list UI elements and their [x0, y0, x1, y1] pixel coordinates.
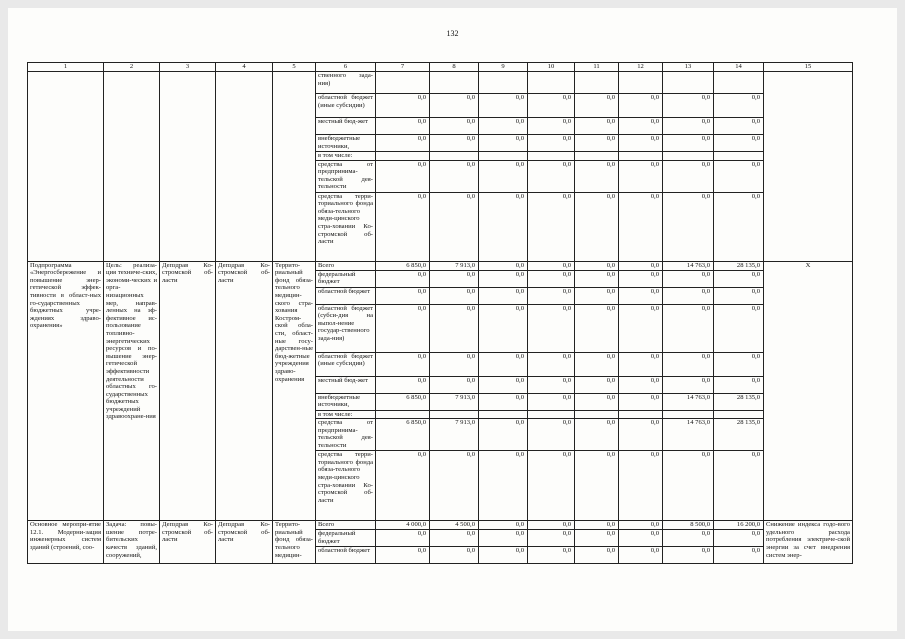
- header-cell-1: 1: [28, 63, 104, 72]
- value-col-7: 0,0: [376, 94, 430, 118]
- value-col-12: [619, 72, 663, 94]
- table-row: [28, 521, 853, 530]
- value-col-14: 0,0: [714, 270, 764, 287]
- value-col-14: 0,0: [714, 135, 764, 152]
- value-col-11: 0,0: [575, 304, 619, 352]
- value-col-12: 0,0: [619, 94, 663, 118]
- empty-col-2: [104, 72, 160, 262]
- header-cell-13: 13: [663, 63, 714, 72]
- value-col-8: 0,0: [430, 376, 479, 393]
- value-col-11: 0,0: [575, 451, 619, 521]
- value-col-11: 0,0: [575, 192, 619, 261]
- co-executor: Депздрав Ко-стромской об-ласти: [216, 521, 273, 564]
- value-col-10: 0,0: [528, 547, 575, 564]
- value-col-7: 0,0: [376, 270, 430, 287]
- program-goal: Цель: реализа-ция техниче-ских, экономи-ческих и орга-низационных мер, направ-ленных на эф-фективное ис-пользование топливно-энергетических ресурсов и по-вышение энер-гетической эффективности деятельности областных го-сударственных бюджетных учреждений здравоохране-ния: [104, 261, 160, 521]
- value-col-7: 0,0: [376, 160, 430, 192]
- header-cell-7: 7: [376, 63, 430, 72]
- source-label: областной бюджет: [316, 547, 376, 564]
- value-col-14: 0,0: [714, 547, 764, 564]
- value-col-10: 0,0: [528, 451, 575, 521]
- value-col-11: 0,0: [575, 419, 619, 451]
- result-indicator: Снижение индекса годо-вого удельного расхода потребления электриче-ской энергии за счет внедрения систем энер-: [764, 521, 853, 564]
- value-col-13: 14 763,0: [663, 261, 714, 270]
- value-col-8: 0,0: [430, 192, 479, 261]
- value-col-13: 0,0: [663, 135, 714, 152]
- value-col-10: 0,0: [528, 376, 575, 393]
- value-col-9: [479, 152, 528, 161]
- value-col-14: 0,0: [714, 352, 764, 376]
- program-name: Подпрограмма «Энергосбережение и повышение энер-гетической эффек-тивности в област-ных го-сударственных бюджетных учре-ждениях здраво-охранения»: [28, 261, 104, 521]
- header-row: [28, 63, 853, 72]
- value-col-7: [376, 410, 430, 419]
- value-col-12: 0,0: [619, 304, 663, 352]
- value-col-12: 0,0: [619, 393, 663, 410]
- empty-col-5: [273, 72, 316, 262]
- value-col-14: 28 135,0: [714, 261, 764, 270]
- header-cell-12: 12: [619, 63, 663, 72]
- source-label: средства терри-ториального фонда обяза-тельного меди-цинского стра-ховании Ко-стромской об-ласти: [316, 451, 376, 521]
- value-col-14: 0,0: [714, 530, 764, 547]
- value-col-9: 0,0: [479, 304, 528, 352]
- value-col-14: 28 135,0: [714, 393, 764, 410]
- header-cell-8: 8: [430, 63, 479, 72]
- value-col-13: 0,0: [663, 451, 714, 521]
- value-col-12: 0,0: [619, 451, 663, 521]
- value-col-11: [575, 152, 619, 161]
- value-col-9: 0,0: [479, 352, 528, 376]
- value-col-12: 0,0: [619, 376, 663, 393]
- source-label: Всего: [316, 521, 376, 530]
- value-col-11: 0,0: [575, 352, 619, 376]
- header-cell-4: 4: [216, 63, 273, 72]
- value-col-7: 4 000,0: [376, 521, 430, 530]
- header-cell-10: 10: [528, 63, 575, 72]
- value-col-10: 0,0: [528, 393, 575, 410]
- participants: Террито-риальный фонд обяза-тельного медицин-: [273, 521, 316, 564]
- value-col-13: [663, 410, 714, 419]
- header-cell-5: 5: [273, 63, 316, 72]
- value-col-11: 0,0: [575, 135, 619, 152]
- value-col-10: [528, 410, 575, 419]
- value-col-12: 0,0: [619, 521, 663, 530]
- value-col-14: 0,0: [714, 304, 764, 352]
- value-col-13: 0,0: [663, 118, 714, 135]
- source-label: областной бюджет: [316, 287, 376, 304]
- value-col-10: 0,0: [528, 352, 575, 376]
- value-col-11: 0,0: [575, 94, 619, 118]
- value-col-10: 0,0: [528, 261, 575, 270]
- value-col-13: 14 763,0: [663, 393, 714, 410]
- value-col-8: 7 913,0: [430, 393, 479, 410]
- value-col-10: 0,0: [528, 419, 575, 451]
- value-col-8: 0,0: [430, 287, 479, 304]
- value-col-10: 0,0: [528, 118, 575, 135]
- value-col-9: [479, 410, 528, 419]
- value-col-10: 0,0: [528, 530, 575, 547]
- value-col-10: 0,0: [528, 94, 575, 118]
- value-col-7: 0,0: [376, 352, 430, 376]
- value-col-10: 0,0: [528, 160, 575, 192]
- value-col-10: 0,0: [528, 287, 575, 304]
- source-label: средства терри-ториального фонда обяза-тельного меди-цинского стра-ховании Ко-стромской об-ласти: [316, 192, 376, 261]
- empty-col-3: [160, 72, 216, 262]
- value-col-14: 0,0: [714, 451, 764, 521]
- value-col-13: 0,0: [663, 270, 714, 287]
- value-col-7: 6 850,0: [376, 261, 430, 270]
- value-col-12: 0,0: [619, 287, 663, 304]
- value-col-12: 0,0: [619, 547, 663, 564]
- source-label: федеральный бюджет: [316, 530, 376, 547]
- value-col-12: 0,0: [619, 530, 663, 547]
- value-col-7: 0,0: [376, 451, 430, 521]
- value-col-7: 0,0: [376, 530, 430, 547]
- value-col-11: 0,0: [575, 521, 619, 530]
- value-col-10: 0,0: [528, 304, 575, 352]
- value-col-8: 4 500,0: [430, 521, 479, 530]
- value-col-8: 0,0: [430, 135, 479, 152]
- value-col-9: 0,0: [479, 135, 528, 152]
- value-col-7: 0,0: [376, 287, 430, 304]
- value-col-9: 0,0: [479, 261, 528, 270]
- value-col-13: 0,0: [663, 287, 714, 304]
- header-cell-6: 6: [316, 63, 376, 72]
- value-col-13: 8 500,0: [663, 521, 714, 530]
- value-col-14: 0,0: [714, 376, 764, 393]
- header-cell-11: 11: [575, 63, 619, 72]
- value-col-7: 0,0: [376, 135, 430, 152]
- value-col-7: [376, 72, 430, 94]
- value-col-12: 0,0: [619, 192, 663, 261]
- value-col-13: [663, 72, 714, 94]
- value-col-13: [663, 152, 714, 161]
- value-col-8: 0,0: [430, 547, 479, 564]
- value-col-13: 0,0: [663, 192, 714, 261]
- value-col-9: 0,0: [479, 94, 528, 118]
- participants: Террито-риальный фонд обяза-тельного медицин-ского стра-хования Костром-ской обла-сти, област-ные госу-дарствен-ные бюд-жетные учреждения здраво-охранения: [273, 261, 316, 521]
- value-col-7: [376, 152, 430, 161]
- co-executor: Депздрав Ко-стромской об-ласти: [216, 261, 273, 521]
- source-label: местный бюд-жет: [316, 376, 376, 393]
- source-label: местный бюд-жет: [316, 118, 376, 135]
- empty-col-1: [28, 72, 104, 262]
- budget-table: [27, 62, 853, 564]
- value-col-7: 0,0: [376, 192, 430, 261]
- value-col-9: 0,0: [479, 118, 528, 135]
- value-col-10: [528, 72, 575, 94]
- source-label: федеральный бюджет: [316, 270, 376, 287]
- empty-col-4: [216, 72, 273, 262]
- source-label: внебюджетные источники,: [316, 393, 376, 410]
- responsible-executor: Депздрав Ко-стромской об-ласти: [160, 521, 216, 564]
- header-cell-2: 2: [104, 63, 160, 72]
- value-col-8: 7 913,0: [430, 419, 479, 451]
- value-col-8: 0,0: [430, 352, 479, 376]
- value-col-13: 0,0: [663, 352, 714, 376]
- header-cell-14: 14: [714, 63, 764, 72]
- source-label: в том числе:: [316, 410, 376, 419]
- source-label: областной бюджет (иные субсидии): [316, 352, 376, 376]
- value-col-13: 0,0: [663, 530, 714, 547]
- value-col-8: 0,0: [430, 530, 479, 547]
- value-col-9: 0,0: [479, 160, 528, 192]
- value-col-11: 0,0: [575, 376, 619, 393]
- value-col-10: [528, 152, 575, 161]
- value-col-13: 0,0: [663, 547, 714, 564]
- activity-task: Задача: повы-шение потре-бительских качеств зданий, сооружений,: [104, 521, 160, 564]
- value-col-14: 16 200,0: [714, 521, 764, 530]
- value-col-8: 0,0: [430, 304, 479, 352]
- value-col-11: 0,0: [575, 270, 619, 287]
- value-col-11: [575, 410, 619, 419]
- value-col-14: 0,0: [714, 287, 764, 304]
- value-col-14: 0,0: [714, 94, 764, 118]
- header-cell-9: 9: [479, 63, 528, 72]
- value-col-14: 0,0: [714, 192, 764, 261]
- value-col-10: 0,0: [528, 192, 575, 261]
- header-cell-15: 15: [764, 63, 853, 72]
- value-col-11: [575, 72, 619, 94]
- value-col-12: 0,0: [619, 160, 663, 192]
- value-col-7: 6 850,0: [376, 393, 430, 410]
- value-col-9: 0,0: [479, 419, 528, 451]
- table-row: [28, 72, 853, 94]
- value-col-7: 0,0: [376, 547, 430, 564]
- value-col-10: 0,0: [528, 521, 575, 530]
- value-col-11: 0,0: [575, 118, 619, 135]
- value-col-8: 7 913,0: [430, 261, 479, 270]
- value-col-8: 0,0: [430, 94, 479, 118]
- value-col-13: 0,0: [663, 160, 714, 192]
- value-col-11: 0,0: [575, 287, 619, 304]
- value-col-9: 0,0: [479, 192, 528, 261]
- value-col-14: 28 135,0: [714, 419, 764, 451]
- value-col-12: 0,0: [619, 352, 663, 376]
- source-label: средства от предпринима-тельской дея-тельности: [316, 419, 376, 451]
- value-col-12: 0,0: [619, 261, 663, 270]
- value-col-9: [479, 72, 528, 94]
- value-col-8: [430, 152, 479, 161]
- value-col-9: 0,0: [479, 376, 528, 393]
- value-col-13: 0,0: [663, 376, 714, 393]
- value-col-7: 0,0: [376, 304, 430, 352]
- value-col-9: 0,0: [479, 547, 528, 564]
- value-col-12: 0,0: [619, 419, 663, 451]
- value-col-14: 0,0: [714, 118, 764, 135]
- value-col-12: 0,0: [619, 118, 663, 135]
- value-col-9: 0,0: [479, 530, 528, 547]
- source-label: областной бюджет (субси-дия на выпол-нение государ-ственного зада-ния): [316, 304, 376, 352]
- value-col-10: 0,0: [528, 135, 575, 152]
- value-col-11: 0,0: [575, 261, 619, 270]
- value-col-12: [619, 152, 663, 161]
- value-col-13: 0,0: [663, 94, 714, 118]
- header-cell-3: 3: [160, 63, 216, 72]
- value-col-14: [714, 410, 764, 419]
- value-col-11: 0,0: [575, 160, 619, 192]
- value-col-9: 0,0: [479, 451, 528, 521]
- source-label: в том числе:: [316, 152, 376, 161]
- source-label: ственного зада-ния): [316, 72, 376, 94]
- value-col-7: 0,0: [376, 118, 430, 135]
- value-col-8: [430, 72, 479, 94]
- value-col-14: [714, 72, 764, 94]
- value-col-9: 0,0: [479, 287, 528, 304]
- value-col-11: 0,0: [575, 547, 619, 564]
- value-col-11: 0,0: [575, 393, 619, 410]
- value-col-9: 0,0: [479, 393, 528, 410]
- value-col-7: 0,0: [376, 376, 430, 393]
- result-indicator: Х: [764, 261, 853, 521]
- value-col-13: 0,0: [663, 304, 714, 352]
- value-col-8: 0,0: [430, 451, 479, 521]
- source-label: областной бюджет (иные субсидии): [316, 94, 376, 118]
- source-label: внебюджетные источники,: [316, 135, 376, 152]
- value-col-12: 0,0: [619, 135, 663, 152]
- value-col-14: [714, 152, 764, 161]
- source-label: Всего: [316, 261, 376, 270]
- value-col-7: 6 850,0: [376, 419, 430, 451]
- responsible-executor: Депздрав Ко-стромской об-ласти: [160, 261, 216, 521]
- value-col-14: 0,0: [714, 160, 764, 192]
- value-col-9: 0,0: [479, 521, 528, 530]
- value-col-8: [430, 410, 479, 419]
- value-col-9: 0,0: [479, 270, 528, 287]
- activity-name: Основное меропри-ятие 12.1. Модерни-зация инженерных систем зданий (строений, соо-: [28, 521, 104, 564]
- value-col-12: 0,0: [619, 270, 663, 287]
- table-row: [28, 261, 853, 270]
- empty-col-15: [764, 72, 853, 262]
- value-col-13: 14 763,0: [663, 419, 714, 451]
- value-col-8: 0,0: [430, 118, 479, 135]
- value-col-8: 0,0: [430, 270, 479, 287]
- value-col-11: 0,0: [575, 530, 619, 547]
- value-col-8: 0,0: [430, 160, 479, 192]
- value-col-12: [619, 410, 663, 419]
- page-number: 132: [446, 29, 459, 38]
- source-label: средства от предпринима-тельской дея-тельности: [316, 160, 376, 192]
- value-col-10: 0,0: [528, 270, 575, 287]
